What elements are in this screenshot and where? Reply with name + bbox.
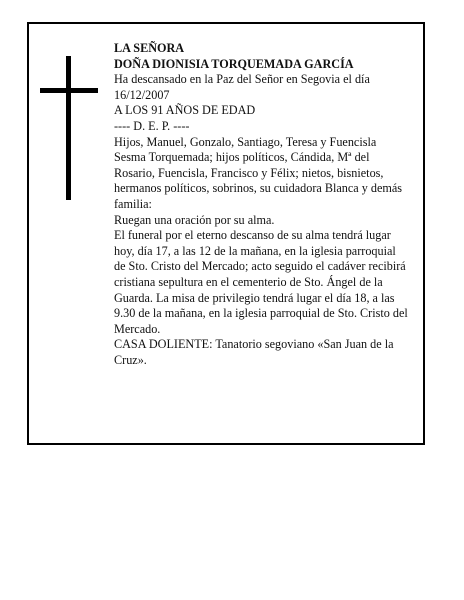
funeral-details: El funeral por el eterno descanso de su alma tendrá lugar hoy, día 17, a las 12 de la mañana, en la iglesia parroquial de Sto. Cristo del Mercado; acto seguido el cadáver recibirá cristiana sepultura en el cementerio de Sto. Ángel de la Guarda. La misa de privilegio tendrá lugar el día 18, a las 9.30 de la mañana, en la iglesia parroquial de Sto. Cristo del Mercado. xyxy=(114,228,408,336)
cross-icon xyxy=(40,56,98,200)
cross-horizontal-bar xyxy=(40,88,98,93)
prayer-request: Ruegan una oración por su alma. xyxy=(114,212,275,227)
family-list: Hijos, Manuel, Gonzalo, Santiago, Teresa y Fuencisla Sesma Torquemada; hijos políticos, Cándida, Mª del Rosario, Fuencisla, Francisco y Félix; nietos, bisnietos, hermanos políticos, sobrinos, su cuidadora Blanca y demás familia: xyxy=(114,134,403,211)
obituary-text xyxy=(114,41,408,368)
cross-vertical-bar xyxy=(66,56,71,200)
rip-line: ---- D. E. P. ---- xyxy=(114,118,190,133)
age-line: A LOS 91 AÑOS DE EDAD xyxy=(114,103,256,118)
title-line-one: LA SEÑORA xyxy=(114,41,185,55)
deceased-name: DOÑA DIONISIA TORQUEMADA GARCÍA xyxy=(114,56,354,71)
mourning-house: CASA DOLIENTE: Tanatorio segoviano «San Juan de la Cruz». xyxy=(114,337,394,367)
obituary-notice-frame xyxy=(27,22,425,445)
death-notice: Ha descansado en la Paz del Señor en Segovia el día 16/12/2007 xyxy=(114,72,370,102)
